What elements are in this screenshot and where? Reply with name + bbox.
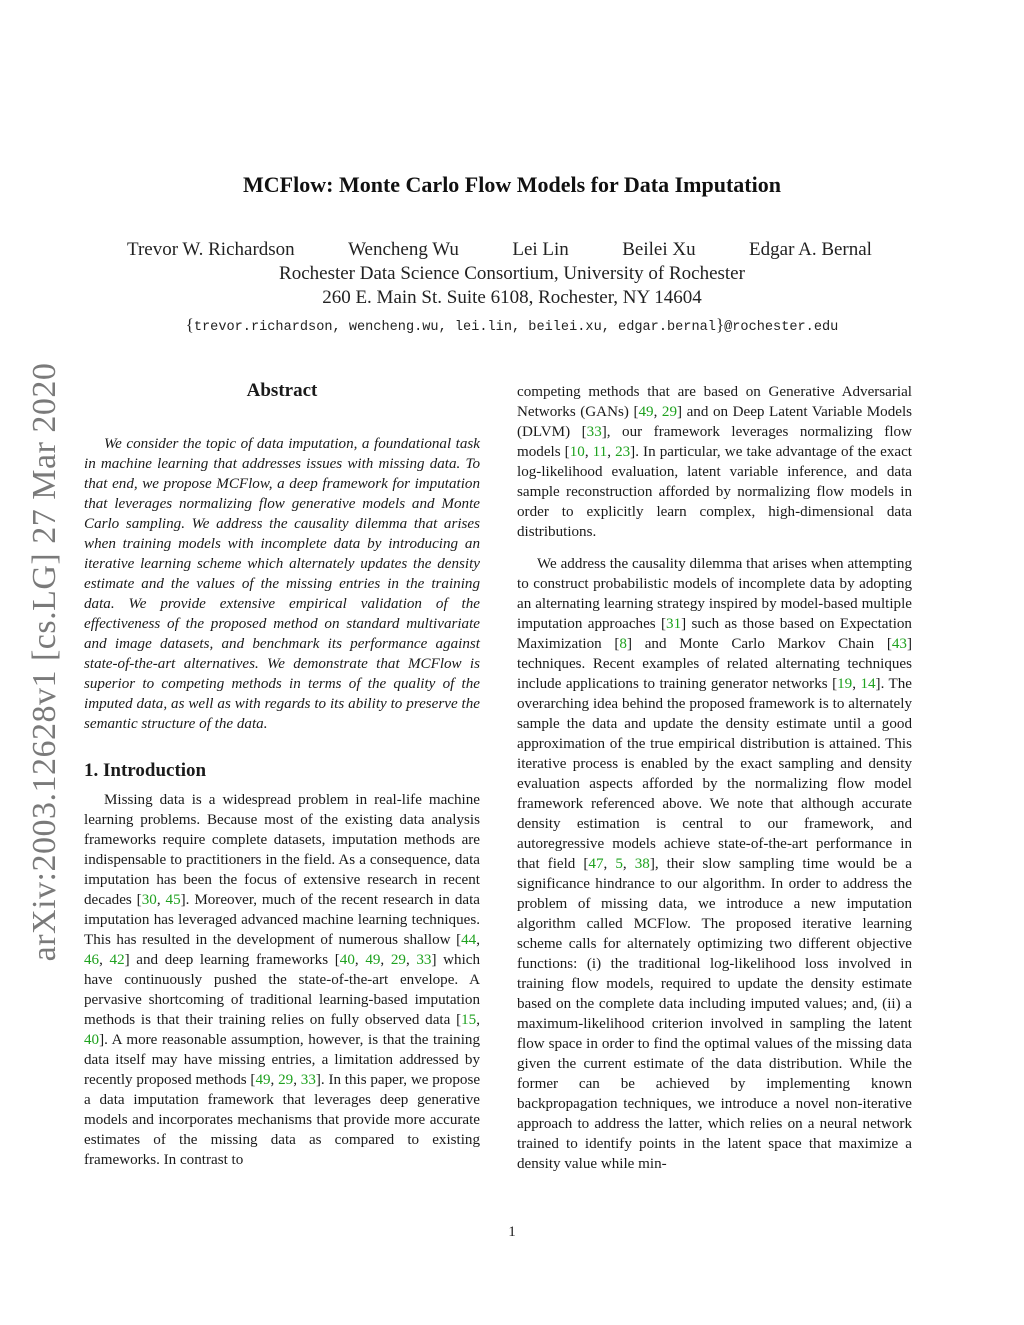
- section-heading-introduction: 1. Introduction: [84, 760, 207, 781]
- email-names: trevor.richardson, wencheng.wu, lei.lin, beilei.xu, edgar.bernal: [193, 320, 716, 335]
- citation-link[interactable]: 29: [278, 1072, 294, 1088]
- author-emails: [0, 315, 1024, 335]
- citation-link[interactable]: 44: [461, 932, 477, 948]
- citation-link[interactable]: 29: [661, 404, 678, 420]
- citation-link[interactable]: 49: [365, 952, 381, 968]
- citation-link[interactable]: 46: [84, 952, 100, 968]
- citation-link[interactable]: 23: [615, 444, 631, 460]
- email-brace-close: }: [715, 315, 725, 334]
- affiliation: Rochester Data Science Consortium, University of Rochester: [279, 263, 745, 284]
- page-number: 1: [508, 1224, 516, 1240]
- citation-link[interactable]: 31: [666, 616, 682, 632]
- author-name: Wencheng Wu: [348, 239, 459, 260]
- introduction-paragraph: Missing data is a widespread problem in real-life machine learning problems. Because most of the existing data analysis frameworks require complete datasets, imputation methods are indispensable to practitioners in the field. As a consequence, data imputation has been the focus of extensive research in recent decades [30, 45]. Moreover, much of the recent research in data imputation has leveraged advanced machine learning techniques. This has resulted in the development of numerous shallow [44, 46, 42] and deep learning frameworks [40, 49, 29, 33] which have continuously pushed the state-of-the-art envelope. A pervasive shortcoming of traditional learning-based imputation methods is that their training relies on fully observed data [15, 40]. A more reasonable assumption, however, is that the training data itself may have missing entries, a limitation addressed by recently proposed methods [49, 29, 33]. In this paper, we propose a data imputation framework that leverages deep generative models and incorporates mechanisms that provide more accurate estimates of the missing data as compared to existing frameworks. In contrast to: [84, 792, 481, 1168]
- citation-link[interactable]: 14: [860, 676, 876, 692]
- author-list: [127, 239, 872, 261]
- citation-link[interactable]: 33: [300, 1072, 316, 1088]
- citation-link[interactable]: 33: [586, 424, 602, 440]
- address: 260 E. Main St. Suite 6108, Rochester, NY 14604: [322, 287, 702, 308]
- body-paragraph: competing methods that are based on Generative Adversarial Networks (GANs) [49, 29] and on Deep Latent Variable Models (DLVM) [33], our framework leverages normalizing flow models [10, 11, 23]. In particular, we take advantage of the exact log-likelihood evaluation, latent variable inference, and data sample reconstruction afforded by normalizing flow models in order to explicitly learn complex, high-dimensional data distributions.: [517, 384, 913, 540]
- citation-link[interactable]: 10: [569, 444, 585, 460]
- citation-link[interactable]: 40: [84, 1032, 100, 1048]
- abstract-text: We consider the topic of data imputation, a foundational task in machine learning that addresses issues with missing data. To that end, we propose MCFlow, a deep framework for imputation that leverages normalizing flow generative models and Monte Carlo sampling. We address the causality dilemma that arises when training models with incomplete data by introducing an iterative learning scheme which alternately updates the density estimate and the values of the missing entries in the training data. We provide extensive empirical validation of the effectiveness of the proposed method on standard multivariate and image datasets, and benchmark its performance against state-of-the-art alternatives. We demonstrate that MCFlow is superior to competing methods in terms of the quality of the imputed data, as well as with regards to its ability to preserve the semantic structure of the data.: [84, 436, 480, 732]
- body-paragraph: We address the causality dilemma that arises when attempting to construct probabilistic models of incomplete data by adopting an alternating learning strategy inspired by model-based multiple imputation approaches [31] such as those based on Expectation Maximization [8] and Monte Carlo Markov Chain [43] techniques. Recent examples of related alternating techniques include applications to training generator networks [19, 14]. The overarching idea behind the proposed framework is to alternately sample the data and update the density estimate until a good approximation of the true empirical distribution is attained. This iterative process is enabled by the exact sampling and density evaluation aspects afforded by the normalizing flow model framework referenced above. We note that although accurate density estimation is central to our framework, and autoregressive models achieve state-of-the-art performance in that field [47, 5, 38], their slow sampling time would be a significance hindrance to our algorithm. In order to address the problem of missing data, we introduce a new imputation algorithm called MCFlow. The proposed iterative learning scheme calls for alternately optimizing two different objective functions: (i) the traditional log-likelihood loss involved in training flow models, required to update the density estimate based on the complete data including imputed values; and, (ii) a maximum-likelihood criterion involved in sampling the latent flow space in order to find the optimal values of the missing data given the current estimate of the data distribution. While the former can be achieved by implementing known backpropagation techniques, we introduce a novel non-iterative approach to address the latter, which relies on a neural network trained to identify points in the latent space that maximize a density value while min-: [517, 556, 912, 1172]
- citation-link[interactable]: 5: [615, 856, 623, 872]
- citation-link[interactable]: 42: [109, 952, 125, 968]
- citation-link[interactable]: 19: [837, 676, 853, 692]
- citation-link[interactable]: 15: [461, 1012, 477, 1028]
- author-name: Trevor W. Richardson: [127, 239, 295, 260]
- left-column: [84, 378, 480, 1170]
- right-column: [517, 382, 912, 1174]
- author-name: Lei Lin: [512, 239, 569, 260]
- citation-link[interactable]: 33: [416, 952, 432, 968]
- citation-link[interactable]: 47: [588, 856, 604, 872]
- citation-link[interactable]: 49: [255, 1072, 271, 1088]
- citation-link[interactable]: 43: [891, 636, 907, 652]
- author-name: Beilei Xu: [622, 239, 696, 260]
- author-name: Edgar A. Bernal: [749, 239, 872, 260]
- arxiv-identifier-stamp: arXiv:2003.12628v1 [cs.LG] 27 Mar 2020: [26, 362, 63, 962]
- email-domain: @rochester.edu: [724, 320, 839, 335]
- abstract-heading: Abstract: [246, 380, 318, 401]
- paper-title: MCFlow: Monte Carlo Flow Models for Data Imputation: [243, 172, 781, 197]
- citation-link[interactable]: 49: [638, 404, 654, 420]
- citation-link[interactable]: 29: [390, 952, 406, 968]
- citation-link[interactable]: 40: [339, 952, 355, 968]
- citation-link[interactable]: 8: [619, 636, 627, 652]
- citation-link[interactable]: 45: [165, 892, 181, 908]
- citation-link[interactable]: 30: [141, 892, 157, 908]
- citation-link[interactable]: 38: [634, 856, 650, 872]
- citation-link[interactable]: 11: [592, 444, 608, 460]
- email-brace-open: {: [185, 315, 194, 334]
